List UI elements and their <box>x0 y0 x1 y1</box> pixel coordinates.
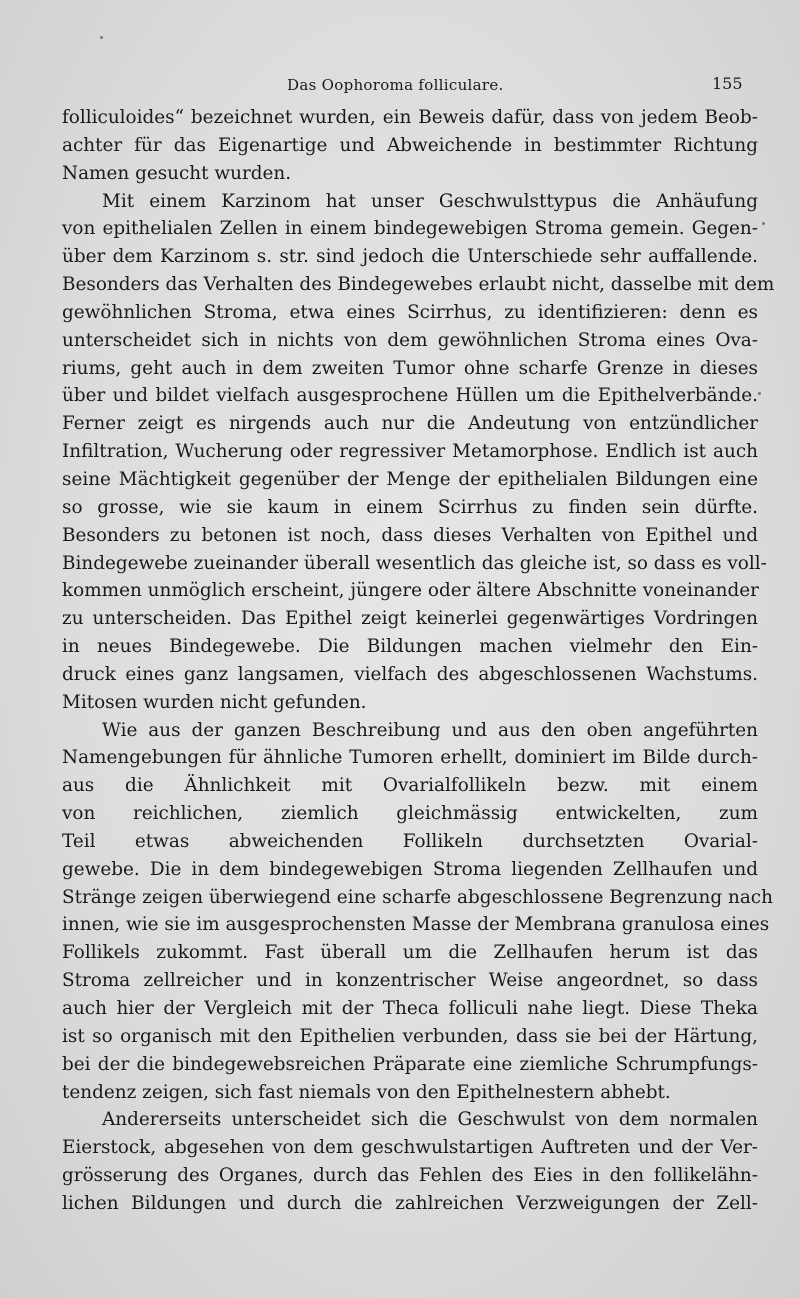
text-line: Wie aus der ganzen Beschreibung und aus den oben angeführten <box>102 719 758 741</box>
text-line: Besonders das Verhalten des Bindegewebes erlaubt nicht, dasselbe mit dem <box>62 274 775 296</box>
text-line: auch hier der Vergleich mit der Theca folliculi nahe liegt. Diese Theka <box>62 998 758 1019</box>
text-line: über und bildet vielfach ausgesprochene Hüllen um die Epithelverbände. <box>62 385 758 407</box>
text-line: innen, wie sie im ausgesprochensten Masse der Membrana granulosa eines <box>62 914 770 936</box>
text-line: druck eines ganz langsamen, vielfach des abgeschlossenen Wachstums. <box>62 663 758 685</box>
text-line: seine Mächtigkeit gegenüber der Menge der epithelialen Bildungen eine <box>62 468 758 490</box>
text-line: riums, geht auch in dem zweiten Tumor ohne scharfe Grenze in dieses <box>62 357 758 379</box>
text-line: zu unterscheiden. Das Epithel zeigt keinerlei gegenwärtiges Vordringen <box>62 608 758 630</box>
text-line: folliculoides“ bezeichnet wurden, ein Beweis dafür, dass von jedem Beob- <box>62 107 758 128</box>
text-line: Namengebungen für ähnliche Tumoren erhellt, dominiert im Bilde durch- <box>62 747 758 769</box>
page-number: 155 <box>712 74 743 93</box>
text-line: kommen unmöglich erscheint, jüngere oder ältere Abschnitte voneinander <box>62 580 759 602</box>
text-line: Mit einem Karzinom hat unser Geschwulsttypus die Anhäufung <box>102 190 758 212</box>
text-line: unterscheidet sich in nichts von dem gewöhnlichen Stroma eines Ova- <box>62 329 758 351</box>
text-line: Namen gesucht wurden. <box>62 162 292 184</box>
text-line: gewebe. Die in dem bindegewebigen Stroma liegenden Zellhaufen und <box>62 858 758 880</box>
running-head <box>0 74 800 98</box>
text-line: gewöhnlichen Stroma, etwa eines Scirrhus, zu identifizieren: denn es <box>62 301 758 323</box>
paper-speck <box>758 392 761 395</box>
text-line: tendenz zeigen, sich fast niemals von den Epithelnestern abhebt. <box>62 1081 671 1103</box>
text-line: in neues Bindegewebe. Die Bildungen machen vielmehr den Ein- <box>62 636 758 658</box>
text-line: von epithelialen Zellen in einem bindegewebigen Stroma gemein. Gegen- <box>62 218 758 240</box>
text-line: Teil etwas abweichenden Follikeln durchsetzten Ovarial- <box>62 830 758 852</box>
text-line: Besonders zu betonen ist noch, dass dieses Verhalten von Epithel und <box>62 524 758 546</box>
paper-speck <box>100 36 103 39</box>
text-line: Stroma zellreicher und in konzentrischer Weise angeordnet, so dass <box>62 970 758 992</box>
body-text <box>62 104 775 1218</box>
text-line: aus die Ähnlichkeit mit Ovarialfollikeln bezw. mit einem <box>62 775 758 797</box>
text-line: lichen Bildungen und durch die zahlreichen Verzweigungen der Zell- <box>62 1192 758 1214</box>
text-line: bei der die bindegewebsreichen Präparate eine ziemliche Schrumpfungs- <box>62 1053 758 1075</box>
text-line: Bindegewebe zueinander überall wesentlich das gleiche ist, so dass es voll- <box>62 552 767 574</box>
text-line: Mitosen wurden nicht gefunden. <box>62 691 367 713</box>
text-line: von reichlichen, ziemlich gleichmässig entwickelten, zum <box>62 803 758 825</box>
text-line: Stränge zeigen überwiegend eine scharfe abgeschlossene Begrenzung nach <box>62 886 773 908</box>
text-line: Follikels zukommt. Fast überall um die Zellhaufen herum ist das <box>62 942 758 964</box>
text-line: Andererseits unterscheidet sich die Geschwulst von dem normalen <box>102 1109 758 1131</box>
text-line: achter für das Eigenartige und Abweichende in bestimmter Richtung <box>62 134 758 156</box>
text-line: Infiltration, Wucherung oder regressiver Metamorphose. Endlich ist auch <box>62 441 758 463</box>
text-line: über dem Karzinom s. str. sind jedoch die Unterschiede sehr auffallende. <box>62 246 758 268</box>
text-line: Ferner zeigt es nirgends auch nur die Andeutung von entzündlicher <box>62 413 758 435</box>
text-line: so grosse, wie sie kaum in einem Scirrhus zu finden sein dürfte. <box>62 496 758 518</box>
paper-speck <box>762 222 765 225</box>
text-line: Eierstock, abgesehen von dem geschwulstartigen Auftreten und der Ver- <box>62 1137 758 1159</box>
text-line: grösserung des Organes, durch das Fehlen des Eies in den follikelähn- <box>62 1165 758 1187</box>
running-title: Das Oophoroma folliculare. <box>287 76 504 94</box>
text-line: ist so organisch mit den Epithelien verbunden, dass sie bei der Härtung, <box>62 1025 758 1047</box>
